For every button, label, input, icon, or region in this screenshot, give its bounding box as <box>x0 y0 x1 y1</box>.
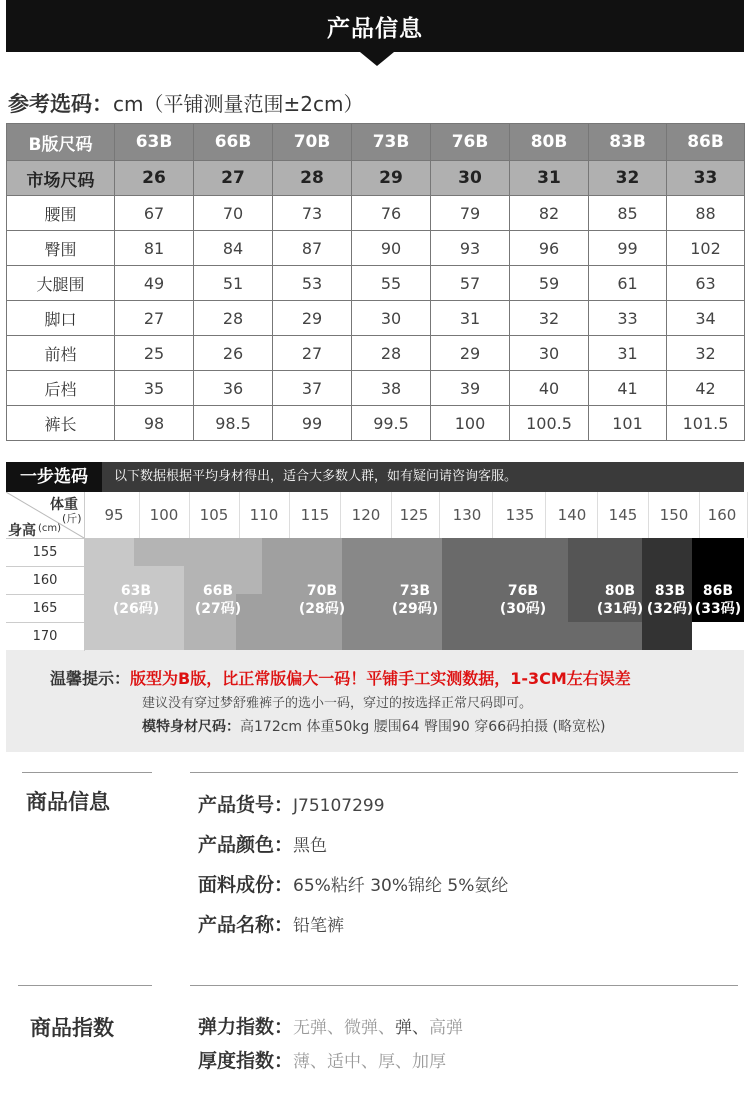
size-block-label <box>186 582 250 618</box>
size-table <box>6 123 745 441</box>
row-label: B版尺码 <box>7 124 115 161</box>
model-info <box>142 716 605 736</box>
table-cell: 31 <box>431 301 510 336</box>
step-grid <box>6 492 744 650</box>
table-cell: 98.5 <box>194 406 273 441</box>
table-cell: 32 <box>510 301 589 336</box>
height-value: 160 <box>6 566 85 595</box>
table-row <box>7 336 745 371</box>
block-market-size: (33码) <box>694 601 742 617</box>
table-row <box>7 231 745 266</box>
table-cell: 41 <box>589 371 667 406</box>
table-cell: 63B <box>115 124 194 161</box>
table-cell: 55 <box>352 266 431 301</box>
table-cell: 101 <box>589 406 667 441</box>
table-cell: 102 <box>667 231 745 266</box>
model-text: 高172cm 体重50kg 腰围64 臀围90 穿66码拍摄 (略宽松) <box>240 719 606 735</box>
table-cell: 33 <box>589 301 667 336</box>
tip-label: 温馨提示： <box>50 669 131 688</box>
product-fabric: 面料成份：65%粘纤 30%锦纶 5%氨纶 <box>198 874 509 896</box>
size-block-label <box>84 582 188 618</box>
table-cell: 27 <box>273 336 352 371</box>
table-row <box>7 301 745 336</box>
row-label: 臀围 <box>7 231 115 266</box>
size-block-label <box>494 582 552 618</box>
tip-warning-line <box>50 666 631 689</box>
table-cell: 82 <box>510 196 589 231</box>
banner-notch <box>360 52 394 66</box>
table-cell: 86B <box>667 124 745 161</box>
table-cell: 88 <box>667 196 745 231</box>
height-label: 身高 <box>8 523 36 539</box>
divider-right-2 <box>190 985 738 986</box>
elastic-option: 无弹、 <box>293 1018 345 1038</box>
tips-section <box>6 650 744 752</box>
weight-value: 95 <box>89 492 140 538</box>
row-label: 前档 <box>7 336 115 371</box>
weight-unit: (斤) <box>62 512 82 525</box>
block-market-size: (26码) <box>112 601 160 617</box>
thickness-option: 薄、 <box>293 1052 328 1072</box>
table-cell: 73 <box>273 196 352 231</box>
product-index-title: 商品指数 <box>30 1016 114 1040</box>
table-cell: 90 <box>352 231 431 266</box>
grid-corner <box>6 492 85 539</box>
table-cell: 26 <box>194 336 273 371</box>
block-size: 70B <box>306 583 338 599</box>
weight-value: 120 <box>341 492 392 538</box>
weight-value: 145 <box>598 492 649 538</box>
table-cell: 100.5 <box>510 406 589 441</box>
table-cell: 84 <box>194 231 273 266</box>
table-cell: 80B <box>510 124 589 161</box>
size-block <box>442 538 492 650</box>
model-label: 模特身材尺码： <box>142 719 240 735</box>
row-label: 腰围 <box>7 196 115 231</box>
table-cell: 29 <box>352 161 431 196</box>
table-cell: 79 <box>431 196 510 231</box>
market-size-row <box>7 161 745 196</box>
weight-label: 体重 <box>50 497 78 513</box>
weight-value: 125 <box>389 492 440 538</box>
elastic-option: 弹、 <box>395 1018 430 1038</box>
product-name: 产品名称：铅笔裤 <box>198 914 345 936</box>
table-cell: 101.5 <box>667 406 745 441</box>
table-cell: 35 <box>115 371 194 406</box>
table-cell: 36 <box>194 371 273 406</box>
table-cell: 49 <box>115 266 194 301</box>
table-cell: 70B <box>273 124 352 161</box>
table-cell: 61 <box>589 266 667 301</box>
block-size: 83B <box>654 583 686 599</box>
table-cell: 53 <box>273 266 352 301</box>
table-cell: 33 <box>667 161 745 196</box>
page-title: 产品信息 <box>327 16 423 42</box>
height-unit: (cm) <box>38 523 62 534</box>
weight-value: 130 <box>442 492 493 538</box>
table-cell: 99.5 <box>352 406 431 441</box>
block-market-size: (30码) <box>499 601 547 617</box>
size-block-label <box>274 582 370 618</box>
weight-value: 105 <box>189 492 240 538</box>
elastic-index: 弹力指数：无弹、微弹、弹、高弹 <box>198 1016 464 1038</box>
table-cell: 76 <box>352 196 431 231</box>
weight-value: 115 <box>290 492 341 538</box>
reference-line <box>8 88 363 118</box>
row-label: 市场尺码 <box>7 161 115 196</box>
thickness-option: 厚、 <box>378 1052 413 1072</box>
table-cell: 57 <box>431 266 510 301</box>
divider-right <box>190 772 738 773</box>
weight-value: 150 <box>649 492 700 538</box>
table-row <box>7 266 745 301</box>
thickness-option: 适中、 <box>327 1052 379 1072</box>
table-cell: 34 <box>667 301 745 336</box>
table-cell: 28 <box>273 161 352 196</box>
table-cell: 37 <box>273 371 352 406</box>
table-cell: 96 <box>510 231 589 266</box>
table-cell: 93 <box>431 231 510 266</box>
block-size: 66B <box>202 583 234 599</box>
table-cell: 63 <box>667 266 745 301</box>
table-cell: 51 <box>194 266 273 301</box>
table-cell: 87 <box>273 231 352 266</box>
block-size: 86B <box>702 583 734 599</box>
table-cell: 39 <box>431 371 510 406</box>
table-cell: 98 <box>115 406 194 441</box>
table-cell: 29 <box>431 336 510 371</box>
divider-left <box>22 772 152 773</box>
tip-advice: 建议没有穿过梦舒雅裤子的选小一码，穿过的按选择正常尺码即可。 <box>142 696 533 711</box>
weight-value: 100 <box>139 492 190 538</box>
table-cell: 81 <box>115 231 194 266</box>
b-size-row <box>7 124 745 161</box>
block-market-size: (32码) <box>646 601 694 617</box>
block-market-size: (27码) <box>194 601 242 617</box>
divider-left-2 <box>18 985 152 986</box>
thickness-option: 加厚 <box>412 1052 447 1072</box>
table-cell: 83B <box>589 124 667 161</box>
block-size: 76B <box>507 583 539 599</box>
table-cell: 40 <box>510 371 589 406</box>
elastic-option: 微弹、 <box>344 1018 396 1038</box>
table-cell: 59 <box>510 266 589 301</box>
step-size-chart <box>6 462 744 752</box>
row-label: 脚口 <box>7 301 115 336</box>
table-row <box>7 406 745 441</box>
thickness-index: 厚度指数：薄、适中、厚、加厚 <box>198 1050 447 1072</box>
table-cell: 67 <box>115 196 194 231</box>
row-label: 裤长 <box>7 406 115 441</box>
table-cell: 100 <box>431 406 510 441</box>
table-cell: 32 <box>667 336 745 371</box>
weight-value: 135 <box>495 492 546 538</box>
header-banner <box>6 0 744 52</box>
table-cell: 99 <box>589 231 667 266</box>
step-subtitle: 以下数据根据平均身材得出，适合大多数人群，如有疑问请咨询客服。 <box>114 469 518 484</box>
product-info-title: 商品信息 <box>26 790 110 814</box>
table-cell: 30 <box>352 301 431 336</box>
row-label: 后档 <box>7 371 115 406</box>
table-cell: 31 <box>589 336 667 371</box>
table-cell: 70 <box>194 196 273 231</box>
table-row <box>7 371 745 406</box>
table-cell: 28 <box>352 336 431 371</box>
size-block-label <box>642 582 698 618</box>
table-cell: 31 <box>510 161 589 196</box>
elastic-options <box>293 1018 463 1038</box>
step-header <box>6 462 744 492</box>
size-block-label <box>384 582 446 618</box>
block-size: 63B <box>120 583 152 599</box>
step-title: 一步选码 <box>6 462 102 492</box>
height-value: 165 <box>6 594 85 623</box>
size-block <box>134 538 184 566</box>
thickness-options <box>293 1052 446 1072</box>
table-cell: 99 <box>273 406 352 441</box>
weight-value: 140 <box>547 492 598 538</box>
weight-value: 160 <box>697 492 748 538</box>
height-value: 170 <box>6 622 85 651</box>
table-cell: 28 <box>194 301 273 336</box>
height-value: 155 <box>6 538 85 567</box>
table-cell: 73B <box>352 124 431 161</box>
table-row <box>7 196 745 231</box>
table-cell: 76B <box>431 124 510 161</box>
block-size: 73B <box>399 583 431 599</box>
table-cell: 30 <box>431 161 510 196</box>
block-size: 80B <box>604 583 636 599</box>
table-cell: 66B <box>194 124 273 161</box>
table-cell: 42 <box>667 371 745 406</box>
block-market-size: (29码) <box>391 601 439 617</box>
row-label: 大腿围 <box>7 266 115 301</box>
block-market-size: (28码) <box>298 601 346 617</box>
table-cell: 32 <box>589 161 667 196</box>
table-cell: 85 <box>589 196 667 231</box>
reference-label: 参考选码： <box>8 92 113 116</box>
product-item-number: 产品货号：J75107299 <box>198 794 385 816</box>
table-cell: 30 <box>510 336 589 371</box>
elastic-option: 高弹 <box>429 1018 464 1038</box>
table-cell: 29 <box>273 301 352 336</box>
table-cell: 27 <box>115 301 194 336</box>
product-color: 产品颜色：黑色 <box>198 834 328 856</box>
tip-warning: 版型为B版，比正常版偏大一码！平铺手工实测数据，1-3CM左右误差 <box>130 669 631 688</box>
reference-text: cm（平铺测量范围±2cm） <box>113 92 364 116</box>
block-market-size: (31码) <box>596 601 644 617</box>
table-cell: 27 <box>194 161 273 196</box>
table-cell: 25 <box>115 336 194 371</box>
table-cell: 26 <box>115 161 194 196</box>
weight-value: 110 <box>239 492 290 538</box>
table-cell: 38 <box>352 371 431 406</box>
size-block-label <box>692 582 744 618</box>
